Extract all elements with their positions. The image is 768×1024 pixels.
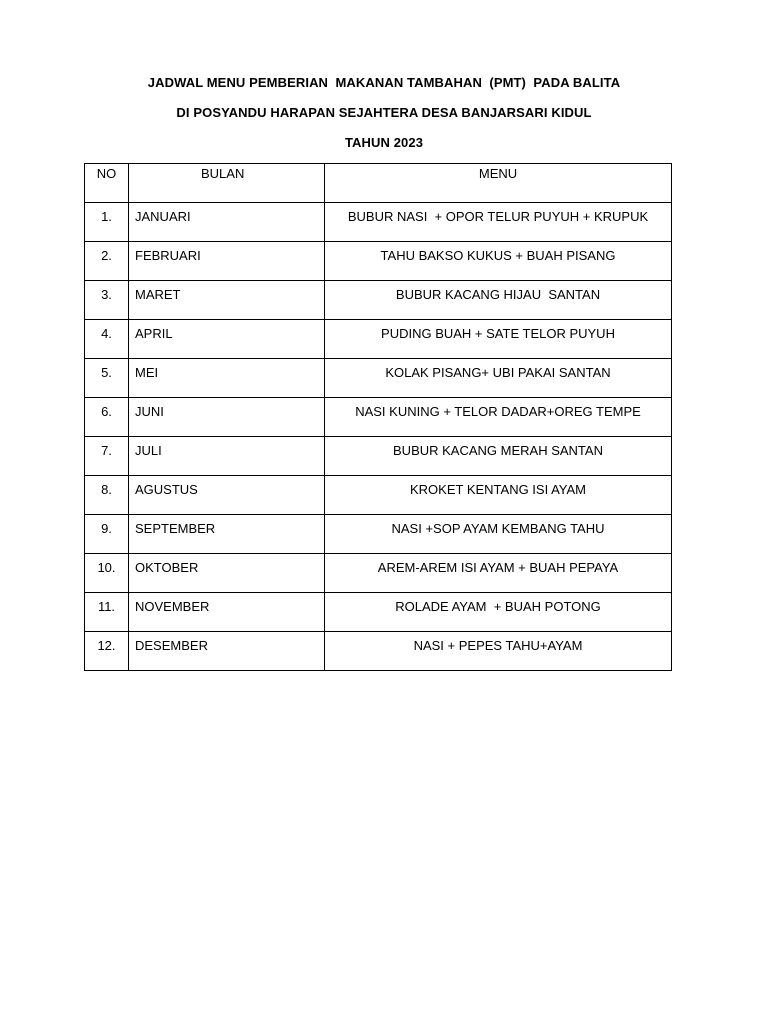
row-bulan: APRIL <box>129 320 325 359</box>
row-bulan: JANUARI <box>129 203 325 242</box>
row-bulan: JUNI <box>129 398 325 437</box>
row-no: 1. <box>85 203 129 242</box>
table-row <box>85 203 672 242</box>
table-row <box>85 242 672 281</box>
row-menu: KROKET KENTANG ISI AYAM <box>325 476 672 515</box>
row-bulan: OKTOBER <box>129 554 325 593</box>
table-row <box>85 320 672 359</box>
header-no: NO <box>85 164 129 203</box>
row-bulan: SEPTEMBER <box>129 515 325 554</box>
row-menu: KOLAK PISANG+ UBI PAKAI SANTAN <box>325 359 672 398</box>
table-row <box>85 476 672 515</box>
row-menu: AREM-AREM ISI AYAM + BUAH PEPAYA <box>325 554 672 593</box>
row-menu: PUDING BUAH + SATE TELOR PUYUH <box>325 320 672 359</box>
table-row <box>85 398 672 437</box>
row-no: 9. <box>85 515 129 554</box>
document-title-year: TAHUN 2023 <box>344 135 424 150</box>
row-bulan: DESEMBER <box>129 632 325 671</box>
header-bulan: BULAN <box>129 164 325 203</box>
row-no: 4. <box>85 320 129 359</box>
row-menu: NASI KUNING + TELOR DADAR+OREG TEMPE <box>325 398 672 437</box>
row-no: 8. <box>85 476 129 515</box>
header-menu: MENU <box>325 164 672 203</box>
table-row <box>85 281 672 320</box>
row-no: 12. <box>85 632 129 671</box>
row-menu: ROLADE AYAM + BUAH POTONG <box>325 593 672 632</box>
row-bulan: JULI <box>129 437 325 476</box>
row-menu: BUBUR KACANG MERAH SANTAN <box>325 437 672 476</box>
document-title-line-2: DI POSYANDU HARAPAN SEJAHTERA DESA BANJARSARI KIDUL <box>176 105 592 120</box>
menu-schedule-table <box>84 163 672 671</box>
row-menu: TAHU BAKSO KUKUS + BUAH PISANG <box>325 242 672 281</box>
row-bulan: MEI <box>129 359 325 398</box>
row-menu: NASI +SOP AYAM KEMBANG TAHU <box>325 515 672 554</box>
row-no: 6. <box>85 398 129 437</box>
row-menu: NASI + PEPES TAHU+AYAM <box>325 632 672 671</box>
row-bulan: FEBRUARI <box>129 242 325 281</box>
table-row <box>85 359 672 398</box>
table-row <box>85 515 672 554</box>
table-header-row <box>85 164 672 203</box>
table-row <box>85 437 672 476</box>
table-row <box>85 593 672 632</box>
row-no: 10. <box>85 554 129 593</box>
row-no: 3. <box>85 281 129 320</box>
row-no: 11. <box>85 593 129 632</box>
row-menu: BUBUR KACANG HIJAU SANTAN <box>325 281 672 320</box>
table-row <box>85 632 672 671</box>
row-no: 7. <box>85 437 129 476</box>
document-title-line-1: JADWAL MENU PEMBERIAN MAKANAN TAMBAHAN (PMT) PADA BALITA <box>147 75 621 90</box>
table-row <box>85 554 672 593</box>
row-bulan: NOVEMBER <box>129 593 325 632</box>
row-no: 2. <box>85 242 129 281</box>
row-bulan: MARET <box>129 281 325 320</box>
row-bulan: AGUSTUS <box>129 476 325 515</box>
row-menu: BUBUR NASI + OPOR TELUR PUYUH + KRUPUK <box>325 203 672 242</box>
row-no: 5. <box>85 359 129 398</box>
